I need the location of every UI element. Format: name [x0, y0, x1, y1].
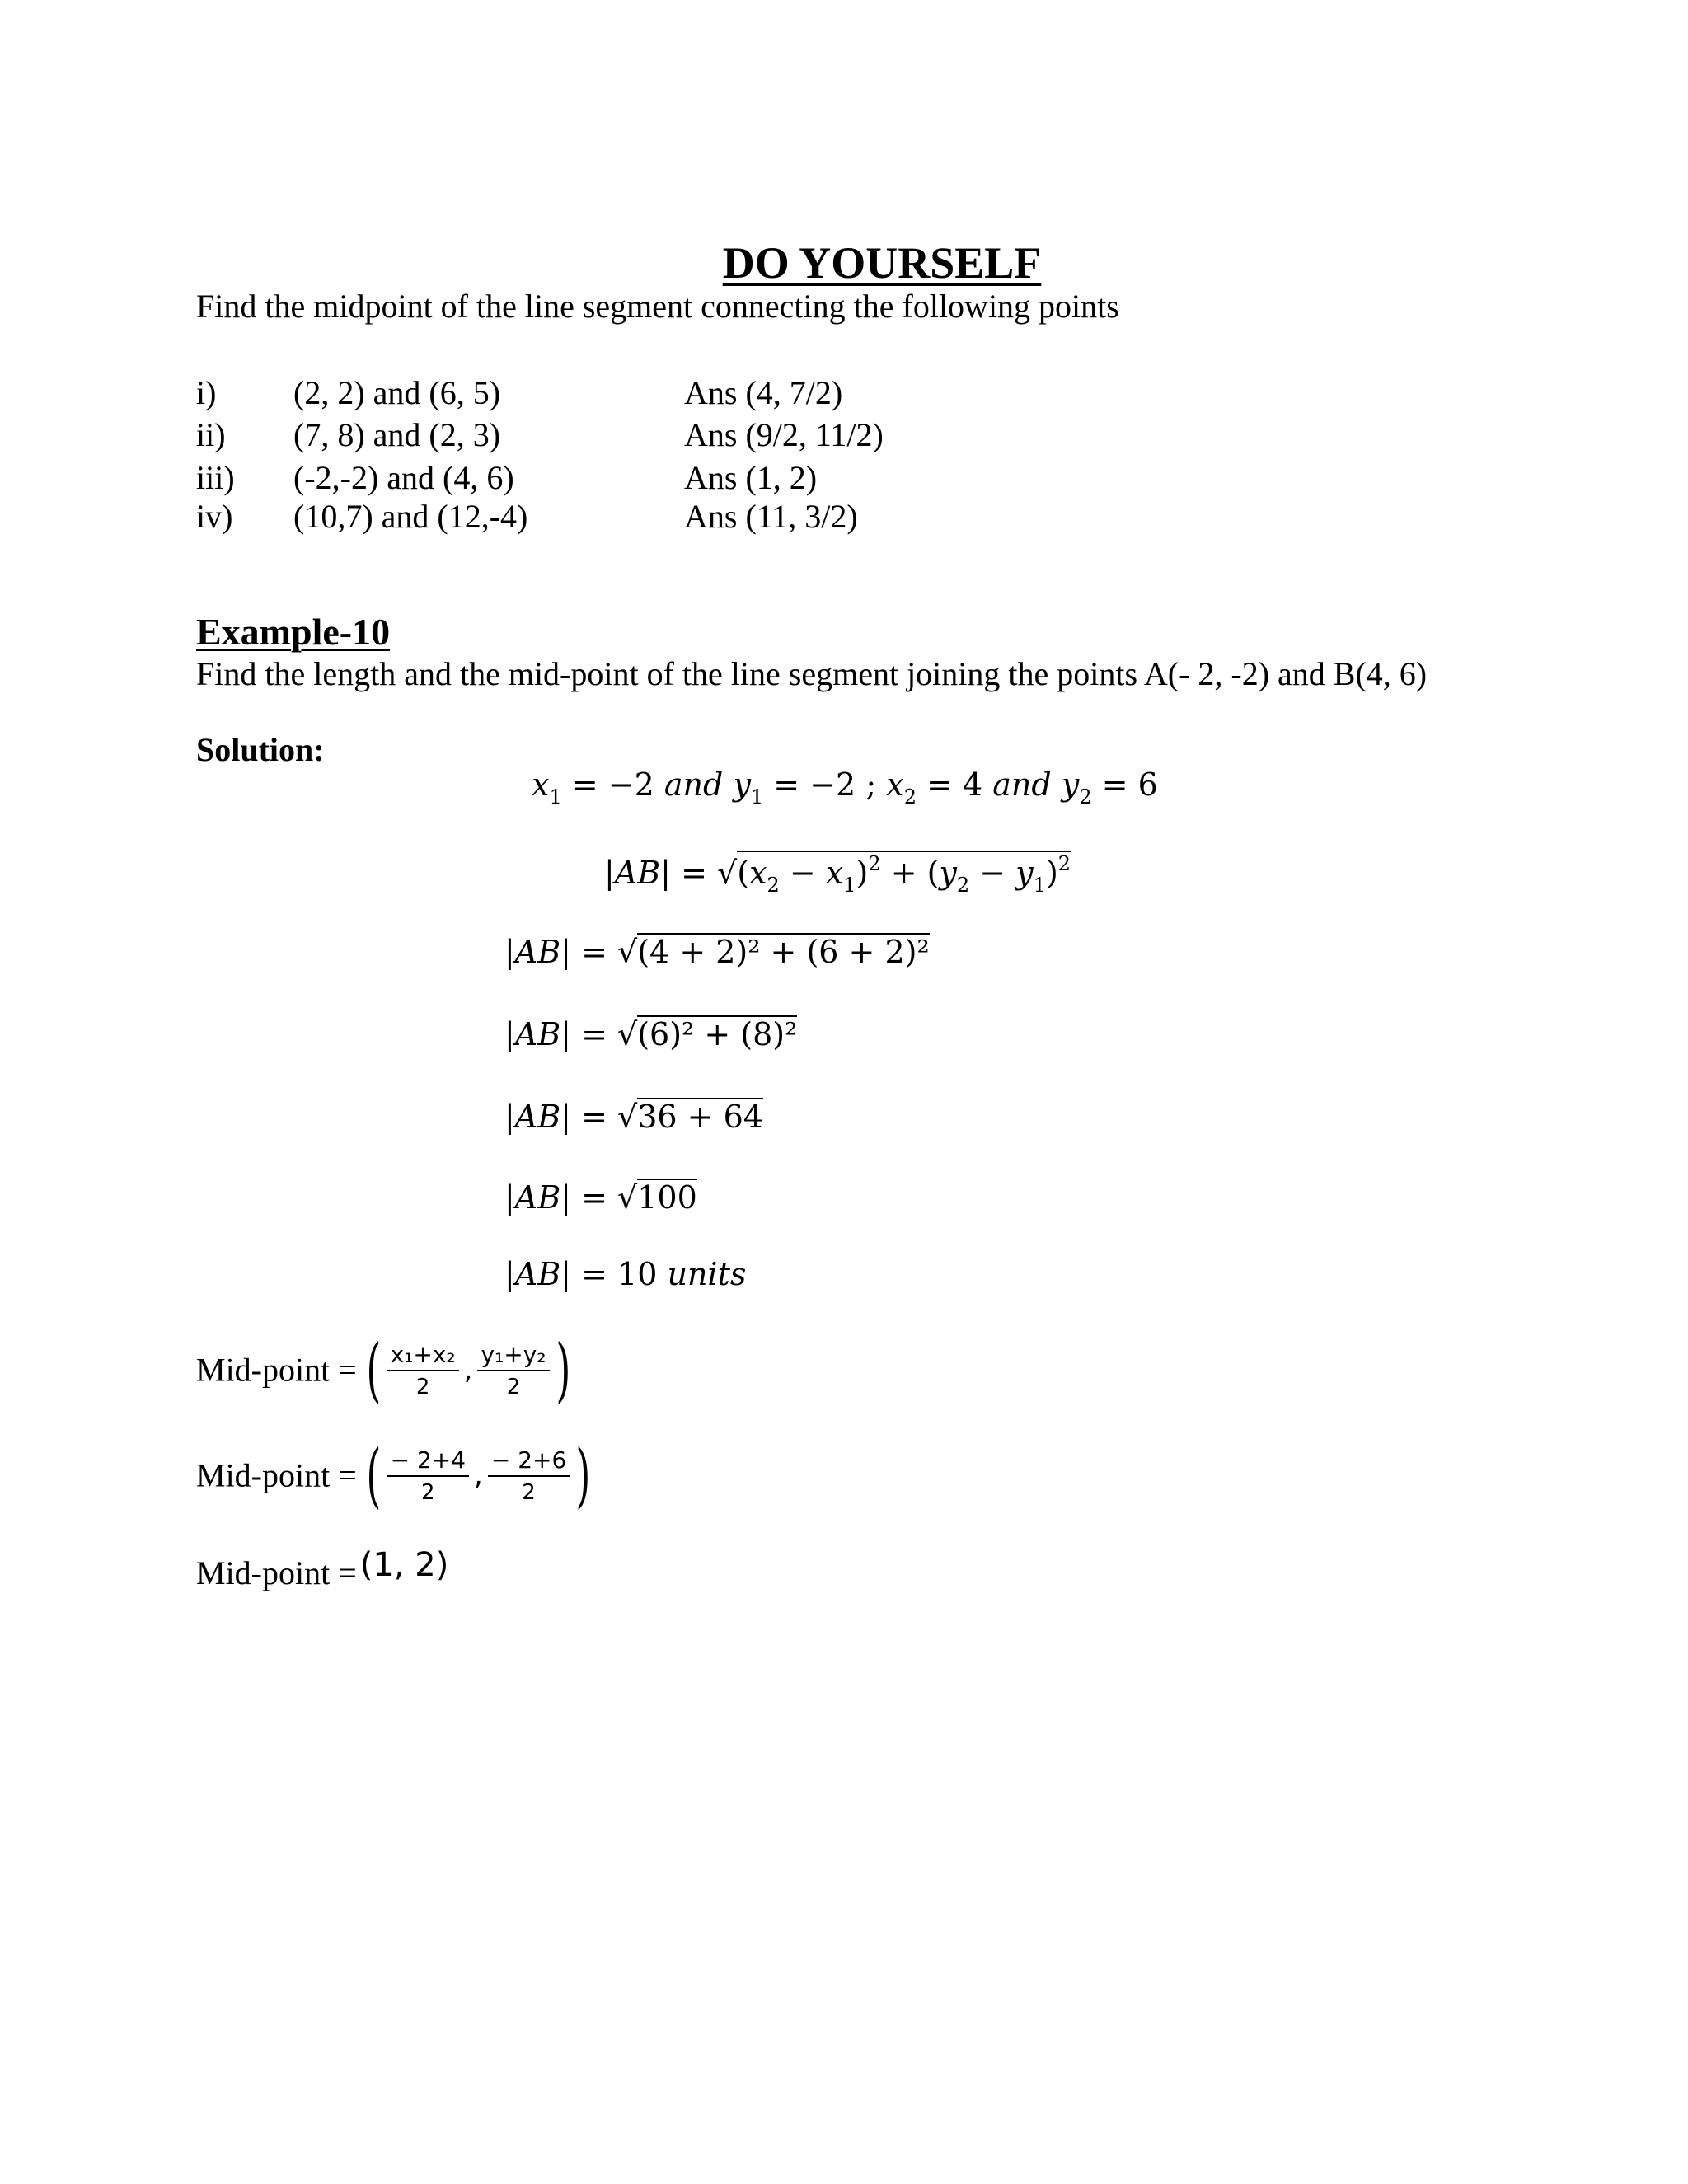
distance-step-4: |AB| = √100 [504, 1179, 697, 1216]
exercise-answer: Ans (9/2, 11/2) [684, 416, 884, 453]
example-question: Find the length and the mid-point of the line segment joining the points A(- 2, -2) and B(4, 6) [196, 655, 1428, 692]
exercise-answer: Ans (4, 7/2) [684, 374, 843, 411]
exercise-num: ii) [196, 416, 226, 453]
distance-step-1: |AB| = √(4 + 2)² + (6 + 2)² [504, 934, 930, 970]
midpoint-value: (1, 2) [359, 1546, 449, 1584]
distance-formula: $|AB| = √(x_2 - x_1)^2 + (y_2 - y_1)^2$ [604, 852, 1071, 897]
distance-result: |AB| = 10 units [504, 1256, 747, 1292]
exercise-answer: Ans (11, 3/2) [684, 498, 858, 535]
exercise-answer: Ans (1, 2) [684, 459, 818, 496]
exercise-num: iii) [196, 459, 235, 496]
distance-step-2: |AB| = √(6)² + (8)² [504, 1016, 798, 1052]
page-title: DO YOURSELF [722, 238, 1042, 288]
midpoint-substitution: Mid-point = ( $\frac{- 2+4}{2}$ , $\frac{- 2+6}{2}$ ) [196, 1435, 591, 1516]
distance-step-3: |AB| = √36 + 64 [504, 1099, 763, 1135]
exercise-points: (-2,-2) and (4, 6) [293, 459, 514, 496]
intro-text: Find the midpoint of the line segment connecting the following points [196, 288, 1119, 325]
example-heading: Example-10 [196, 611, 391, 653]
midpoint-label: Mid-point = [196, 1351, 357, 1389]
given-values: $x_1 = -2$ and $y_1 = -2$ ; $x_2 = 4$ and $y_2 = 6$ [532, 766, 1158, 808]
midpoint-label: Mid-point = [196, 1456, 357, 1494]
midpoint-formula: Mid-point = ( $\frac{\text{x₁+x₂}}{2}$ , $\frac{\text{y₁+y₂}}{2}$ ) [196, 1329, 570, 1410]
exercise-num: i) [196, 374, 217, 411]
exercise-points: (10,7) and (12,-4) [293, 498, 528, 535]
midpoint-result [196, 1546, 448, 1592]
exercise-num: iv) [196, 498, 233, 535]
exercise-points: (2, 2) and (6, 5) [293, 374, 501, 411]
solution-label: Solution: [196, 731, 325, 768]
midpoint-label: Mid-point = [196, 1554, 357, 1591]
exercise-points: (7, 8) and (2, 3) [293, 416, 501, 453]
